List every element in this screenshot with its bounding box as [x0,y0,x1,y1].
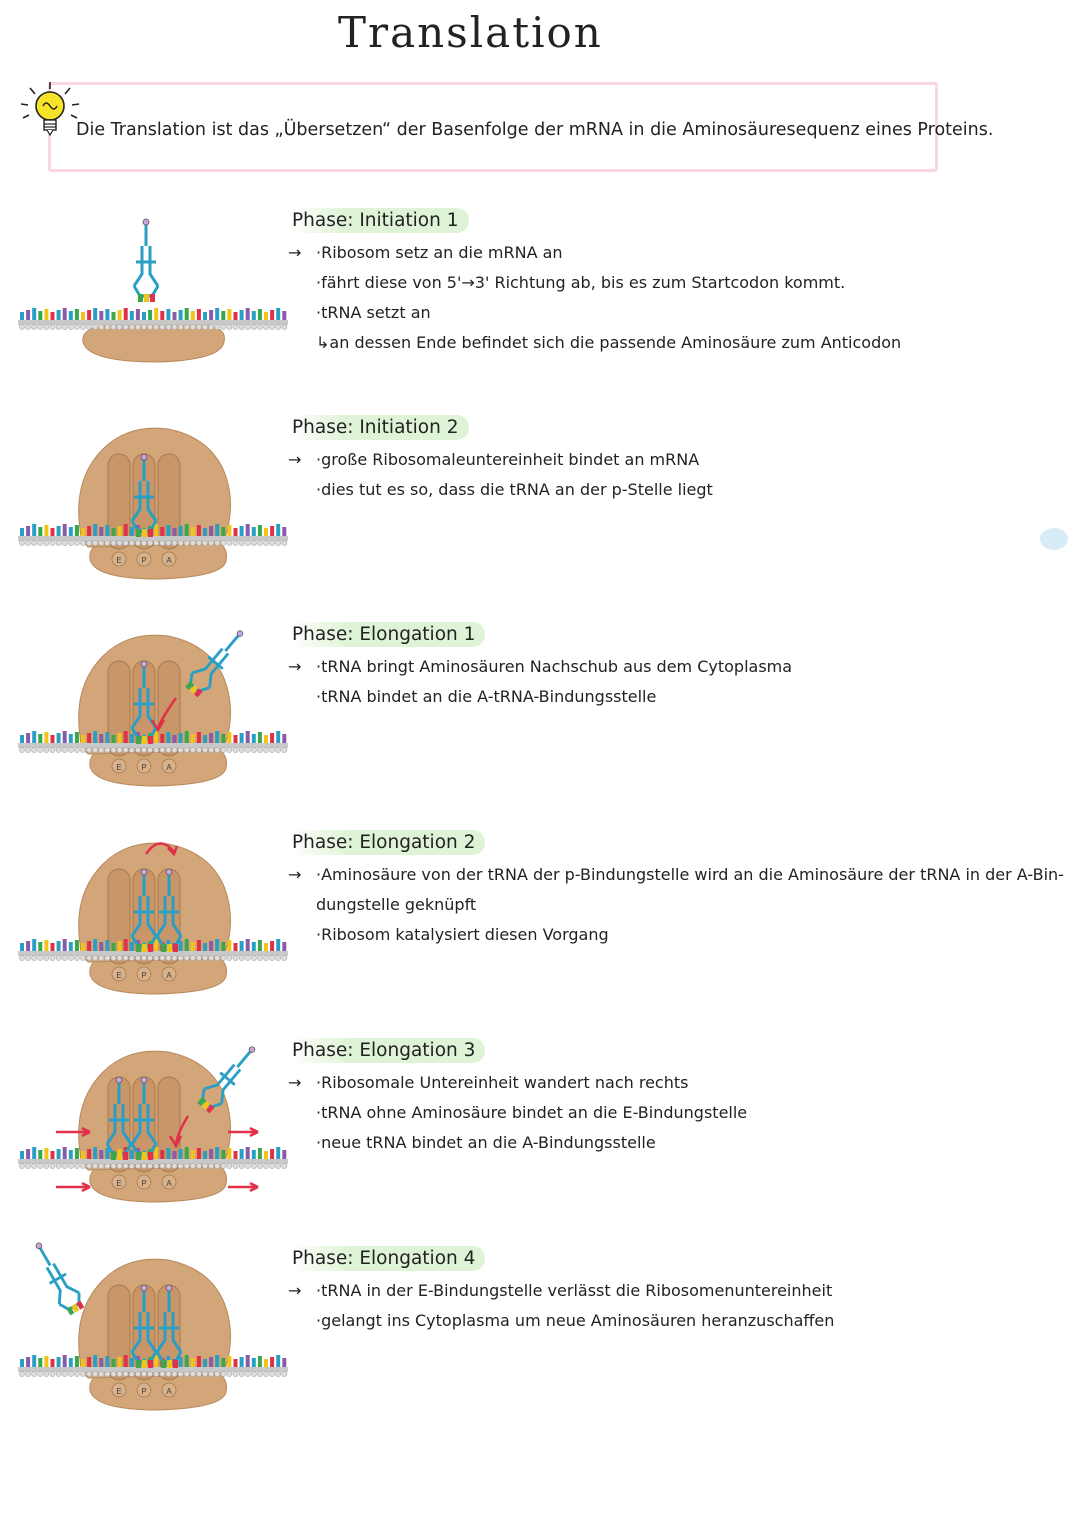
site-label-a: A [166,1387,172,1396]
phase-lines [288,445,1068,505]
site-label-p: P [141,763,147,772]
site-label-a: A [166,1179,172,1188]
translation-diagram [18,409,288,599]
site-label-a: A [166,971,172,980]
phase-line [288,238,1068,268]
phase-line-text: ·Ribosomale Untereinheit wandert nach rechts [316,1073,689,1092]
phase-title: Phase: Initiation 2 [290,415,469,440]
intro-text: Die Translation ist das „Übersetzen“ der Basenfolge der mRNA in die Aminosäuresequenz eines Proteins. [76,120,994,140]
site-label-e: E [116,763,122,772]
phase-title: Phase: Elongation 3 [290,1038,485,1063]
translation-diagram [18,202,288,392]
phase-line [288,652,1068,682]
phase-line-text: ·Aminosäure von der tRNA der p-Bindungstelle wird an die Aminosäure der tRNA in der A-Bin- [316,865,1064,884]
site-label-e: E [116,556,122,565]
site-label-e: E [116,1179,122,1188]
arrow-icon: → [288,865,302,884]
phase-line [288,860,1068,890]
site-label-p: P [141,1179,147,1188]
site-label-p: P [141,556,147,565]
phase-line-text: dungstelle geknüpft [316,895,477,914]
phase-line-text: ·Ribosom setz an die mRNA an [316,243,563,262]
phase-title: Phase: Initiation 1 [290,208,469,233]
phase-line-text: ·tRNA bringt Aminosäuren Nachschub aus dem Cytoplasma [316,657,793,676]
phase-line-text: ·tRNA setzt an [316,303,431,322]
phase-lines [288,860,1068,950]
phase-line [288,475,1068,505]
translation-diagram [18,824,288,1014]
phase-line-text: ·tRNA in der E-Bindungstelle verlässt die Ribosomenuntereinheit [316,1281,833,1300]
site-label-a: A [166,556,172,565]
phase-line [288,298,1068,328]
arrow-icon: → [288,1281,302,1300]
phase-lines [288,238,1068,358]
site-label-p: P [141,1387,147,1396]
phase-line [288,328,1068,358]
phase-line [288,1306,1068,1336]
phase-line [288,682,1068,712]
phase-section [0,1246,1080,1446]
translation-diagram [18,616,288,806]
phase-line-text: ·fährt diese von 5'→3' Richtung ab, bis es zum Startcodon kommt. [316,273,846,292]
phase-title: Phase: Elongation 4 [290,1246,485,1271]
phase-title: Phase: Elongation 2 [290,830,485,855]
arrow-icon: → [288,657,302,676]
phase-line [288,1098,1068,1128]
lightbulb-icon [18,80,82,146]
arrow-icon: → [288,1073,302,1092]
phase-line [288,1128,1068,1158]
phase-line [288,268,1068,298]
phase-line-text: ·dies tut es so, dass die tRNA an der p-Stelle liegt [316,480,713,499]
arrow-icon: → [288,243,302,262]
site-label-a: A [166,763,172,772]
phase-section [0,415,1080,615]
site-label-e: E [116,971,122,980]
phase-section [0,208,1080,408]
phase-line-text: ·neue tRNA bindet an die A-Bindungsstelle [316,1133,656,1152]
phase-lines [288,652,1068,712]
phase-section [0,622,1080,822]
site-label-p: P [141,971,147,980]
page-title: Translation [338,8,603,57]
phase-line [288,1068,1068,1098]
phase-line-text: ·tRNA ohne Aminosäure bindet an die E-Bindungstelle [316,1103,748,1122]
phase-line-text: ·große Ribosomaleuntereinheit bindet an mRNA [316,450,700,469]
translation-diagram [18,1032,288,1222]
phase-section [0,1038,1080,1238]
phase-line [288,1276,1068,1306]
arrow-icon: → [288,450,302,469]
phase-title: Phase: Elongation 1 [290,622,485,647]
phase-line-text: ·Ribosom katalysiert diesen Vorgang [316,925,609,944]
phase-lines [288,1276,1068,1336]
phase-line-text: ·tRNA bindet an die A-tRNA-Bindungsstelle [316,687,657,706]
phase-line-text: ·gelangt ins Cytoplasma um neue Aminosäuren heranzuschaffen [316,1311,835,1330]
site-label-e: E [116,1387,122,1396]
phase-lines [288,1068,1068,1158]
phase-line [288,920,1068,950]
phase-line-text: ↳an dessen Ende befindet sich die passende Aminosäure zum Anticodon [316,333,902,352]
translation-diagram [18,1240,288,1430]
phase-section [0,830,1080,1030]
phase-line [288,445,1068,475]
phase-line [288,890,1068,920]
